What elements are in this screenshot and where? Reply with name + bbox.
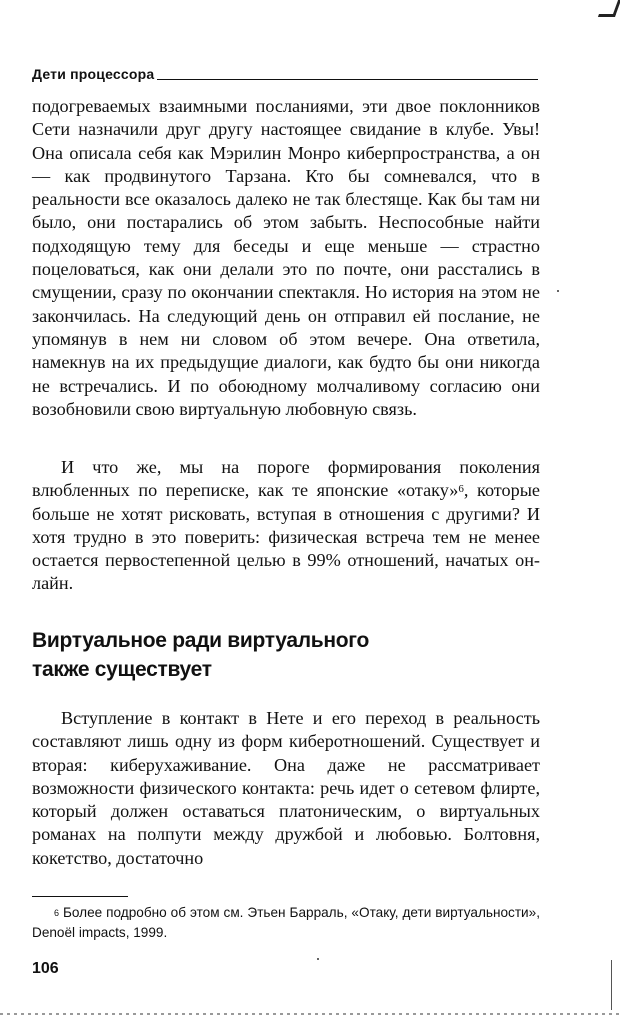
paragraph-2-text-b: , которые больше не хотят рисковать, вступая в отношения с другими? И хотя трудно в это поверить: физическая встреча тем не менее остается первостепенной целью в 99% отношений, начатых он-лайн.: [32, 480, 540, 594]
scan-speck: [557, 290, 559, 292]
page-number: 106: [32, 960, 59, 977]
running-head-rule: [157, 79, 538, 80]
body-paragraph-1: подогреваемых взаимными посланиями, эти двое поклонников Сети назначили друг другу настоящее свидание в клубе. Увы! Она описала себя как Мэрилин Монро киберпространства, а он — как продвинутого Тарзана. Кто бы сомневался, что в реальности все оказалось далеко не так блестяще. Как бы там ни было, они постарались об этом забыть. Неспособные найти подходящую тему для беседы и еще меньше — страстно поцеловаться, как они делали это по почте, они расстались в смущении, сразу по окончании спектакля. Но история на этом не закончилась. На следующий день он отправил ей послание, не упомянув в нем ни словом об этом вечере. Она ответила, намекнув на их предыдущие диалоги, как будто бы они никогда не встречались. И по обоюдному молчаливому согласию они возобновили свою виртуальную любовную связь.: [32, 96, 540, 419]
section-heading-line-2: также существует: [32, 658, 212, 681]
body-paragraph-3: Вступление в контакт в Нете и его переход в реальность составляют лишь одну из форм киберотношений. Существует и вторая: киберухаживание. Она даже не рассматривает возможности физического контакта: речь идет о сетевом флирте, который должен оставаться платоническим, о виртуальных романах на полпути между дружбой и любовью. Болтовня, кокетство, достаточно: [32, 708, 540, 868]
scan-edge: [0, 1013, 620, 1015]
scan-artifact: [598, 0, 620, 17]
footnote: [32, 903, 540, 943]
running-head: [32, 66, 538, 82]
scan-speck: [317, 958, 319, 960]
running-head-title: Дети процессора: [32, 66, 155, 82]
footnote-rule: [32, 896, 128, 897]
section-heading-line-1: Виртуальное ради виртуального: [32, 629, 369, 652]
paragraph-2-text-a: И что же, мы на пороге формирования поколения влюбленных по переписке, как те японские «отаку»: [32, 457, 540, 501]
footnote-mark: 6: [54, 908, 60, 918]
section-heading: [32, 626, 552, 684]
scan-edge: [611, 960, 612, 1010]
footnote-text: Более подробно об этом см. Этьен Барраль, «Отаку, дети виртуальности», Denoël impacts, 1999.: [32, 905, 540, 940]
footnote-reference: 6: [458, 483, 464, 496]
body-paragraph-2: [32, 456, 540, 596]
